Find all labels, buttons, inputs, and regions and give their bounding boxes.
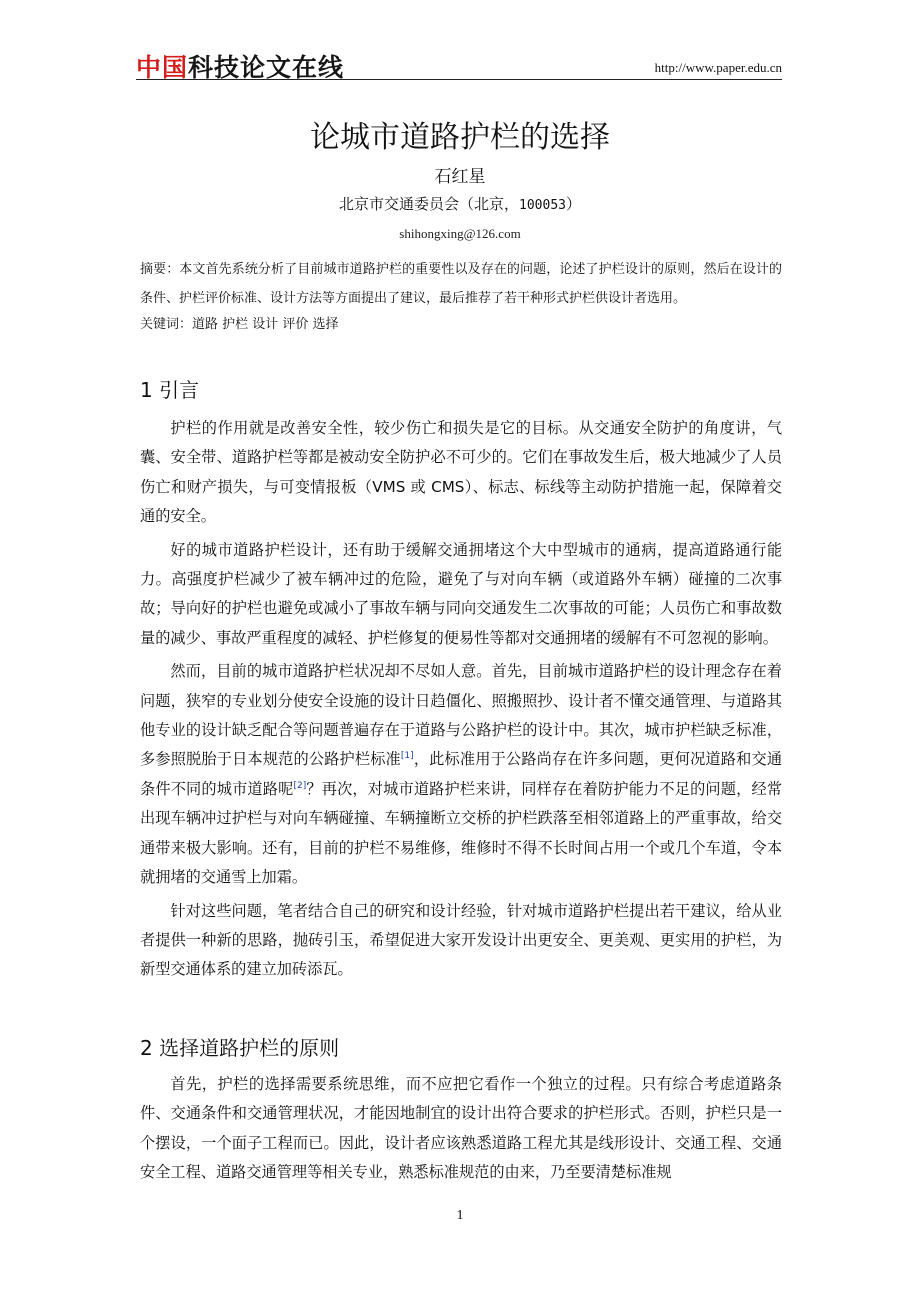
keywords: 关键词：道路 护栏 设计 评价 选择	[140, 317, 339, 332]
affiliation-text: 北京市交通委员会（北京，	[339, 195, 520, 213]
affiliation-close: ）	[565, 195, 581, 213]
author-affiliation	[0, 193, 920, 214]
section-1-heading: 1 引言	[140, 378, 200, 402]
logo-red-text: 中国	[136, 53, 189, 82]
paragraph: 护栏的作用就是改善安全性，较少伤亡和损失是它的目标。从交通安全防护的角度讲，气囊、安全带、道路护栏等都是被动安全防护必不可少的。它们在事故发生后，极大地减少了人员伤亡和财产损失，与可变情报板（VMS 或 CMS）、标志、标线等主动防护措施一起，保障着交通的安全。	[140, 419, 782, 526]
section-1-body	[140, 414, 782, 989]
author-email: shihongxing@126.com	[399, 226, 521, 241]
header-divider	[136, 79, 782, 80]
author-name: 石红星	[434, 167, 486, 187]
paragraph: 首先，护栏的选择需要系统思维，而不应把它看作一个独立的过程。只有综合考虑道路条件、交通条件和交通管理状况，才能因地制宜的设计出符合要求的护栏形式。否则，护栏只是一个摆设，一个面子工程而已。因此，设计者应该熟悉道路工程尤其是线形设计、交通工程、交通安全工程、道路交通管理等相关专业，熟悉标准规范的由来，乃至要清楚标准规	[140, 1075, 782, 1182]
paragraph	[140, 657, 782, 892]
paragraph-text: ？再次，对城市道路护栏来讲，同样存在着防护能力不足的问题，经常出现车辆冲过护栏与对向车辆碰撞、车辆撞断立交桥的护栏跌落至相邻道路上的严重事故，给交通带来极大影响。还有，目前的护栏不易维修，维修时不得不长时间占用一个或几个车道，令本就拥堵的交通雪上加霜。	[140, 779, 783, 887]
section-2-heading: 2 选择道路护栏的原则	[140, 1036, 340, 1060]
site-url: http://www.paper.edu.cn	[654, 60, 782, 75]
paragraph: 好的城市道路护栏设计，还有助于缓解交通拥堵这个大中型城市的通病，提高道路通行能力。高强度护栏减少了被车辆冲过的危险，避免了与对向车辆（或道路外车辆）碰撞的二次事故；导向好的护栏也避免或减小了事故车辆与同向交通发生二次事故的可能；人员伤亡和事故数量的减少、事故严重程度的减轻、护栏修复的便易性等都对交通拥堵的缓解有不可忽视的影响。	[140, 540, 782, 647]
logo-dark-text: 科技论文在线	[188, 53, 345, 82]
page-number: 1	[456, 1208, 464, 1223]
citation-link[interactable]: [1]	[400, 751, 414, 762]
paper-title: 论城市道路护栏的选择	[310, 120, 610, 155]
postal-code: 100053	[519, 198, 566, 213]
citation-link[interactable]: [2]	[293, 780, 307, 791]
paragraph-text: 然而，目前的城市道路护栏状况却不尽如人意。首先，目前城市道路护栏的设计理念存在着问题，狭窄的专业划分使安全设施的设计日趋僵化、照搬照抄、设计者不懂交通管理、与道路其他专业的设计缺乏配合等问题普遍存在于道路与公路护栏的设计中。其次，城市护栏缺乏标准，多参照脱胎于日本规范的公路护栏标准	[140, 662, 782, 769]
paragraph: 针对这些问题，笔者结合自己的研究和设计经验，针对城市道路护栏提出若干建议，给从业者提供一种新的思路，抛砖引玉，希望促进大家开发设计出更安全、更美观、更实用的护栏，为新型交通体系的建立加砖添瓦。	[140, 901, 782, 979]
section-2-body	[140, 1070, 782, 1192]
paragraph-text: ，此标准用于公路尚存在许多问题，更何况道路和交通条件不同的城市道路呢	[140, 750, 783, 798]
abstract: 摘要：本文首先系统分析了目前城市道路护栏的重要性以及存在的问题，论述了护栏设计的原则，然后在设计的条件、护栏评价标准、设计方法等方面提出了建议，最后推荐了若干种形式护栏供设计者选用。	[140, 262, 782, 306]
